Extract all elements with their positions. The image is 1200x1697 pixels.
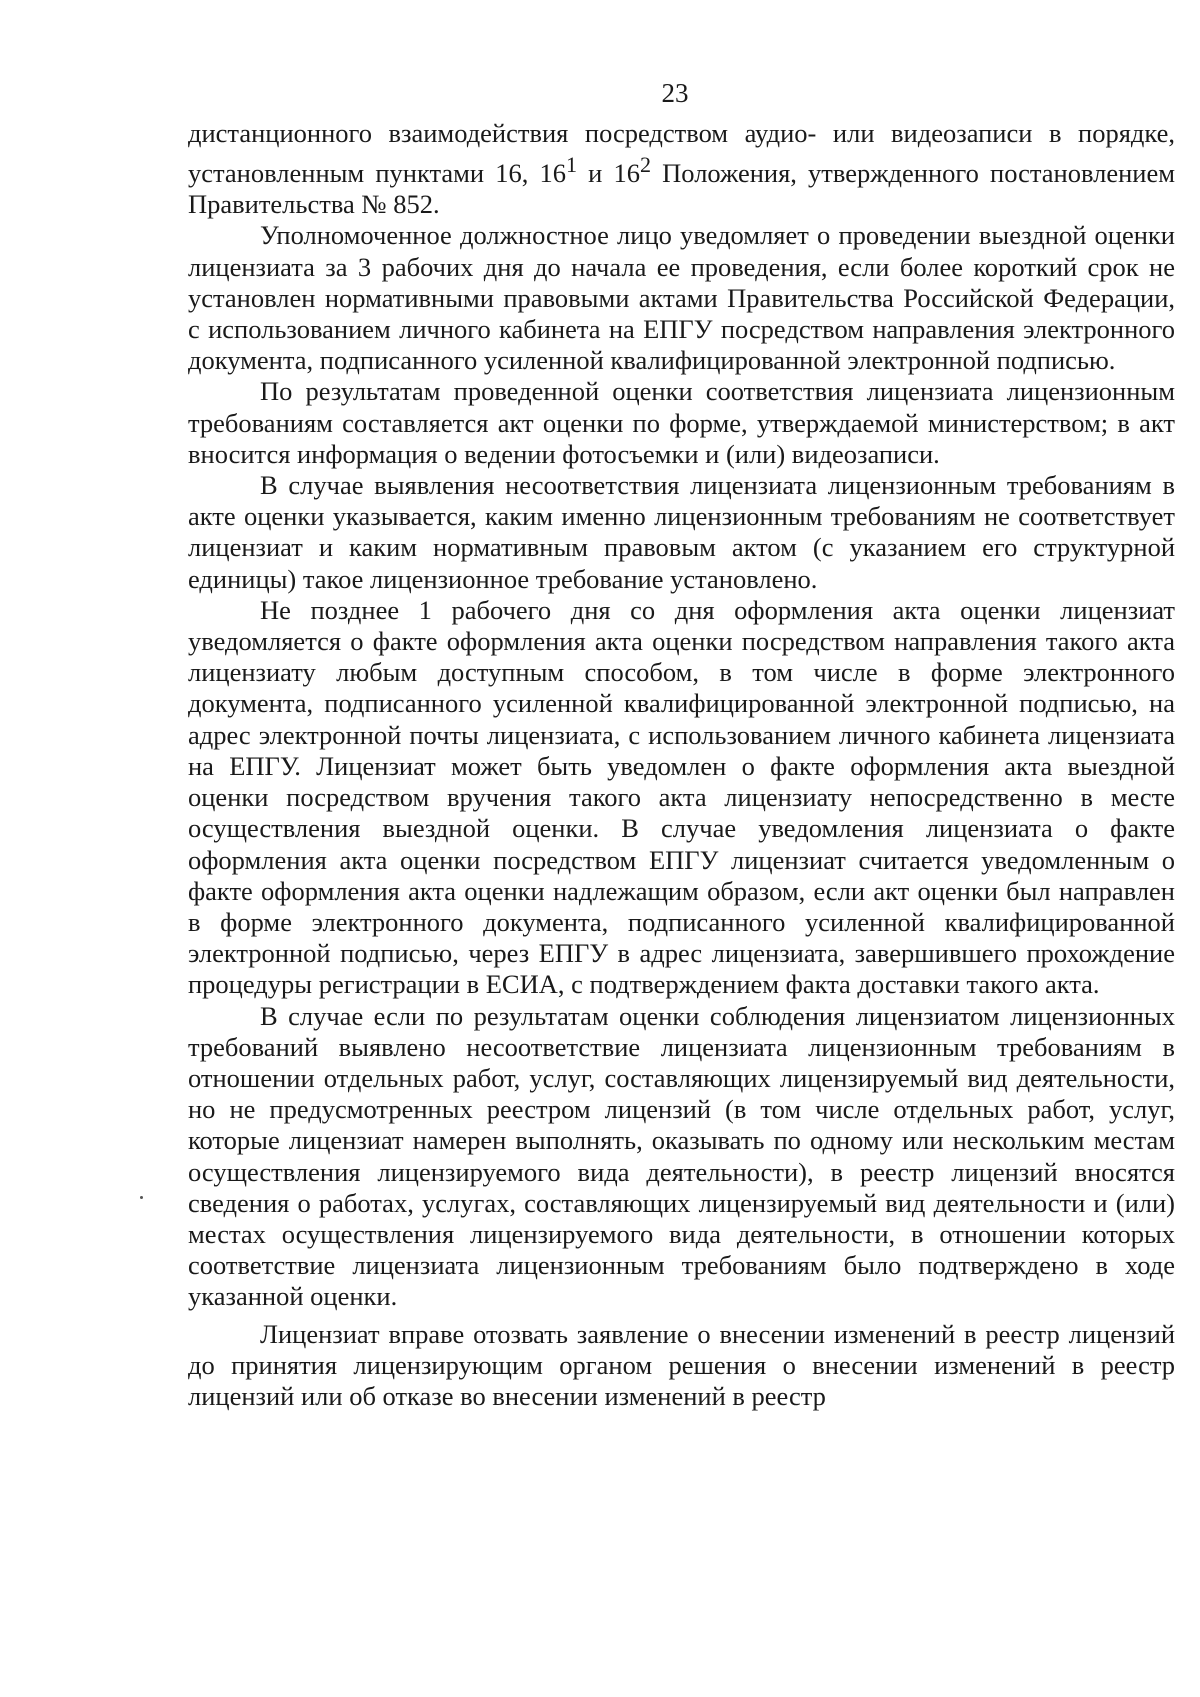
paragraph-text: Положения, утвержденного постановлением Правительства № 852. — [188, 158, 1176, 220]
page-number: 23 — [661, 78, 689, 108]
paragraph: Лицензиат вправе отозвать заявление о внесении изменений в реестр лицензий до принятия лицензирующим органом решения о внесении изменений в реестр лицензий или об отказе во внесении изменений в реестр — [188, 1318, 1175, 1411]
paragraph: Не позднее 1 рабочего дня со дня оформления акта оценки лицензиат уведомляется о факте оформления акта оценки посредством направления такого акта лицензиату любым доступным способом, в том числе в форме электронного документа, подписанного усиленной квалифицированной электронной подписью, на адрес электронной почты лицензиата, с использованием личного кабинета лицензиата на ЕПГУ. Лицензиат может быть уведомлен о факте оформления акта выездной оценки посредством вручения такого акта лицензиату непосредственно в месте осуществления выездной оценки. В случае уведомления лицензиата о факте оформления акта оценки посредством ЕПГУ лицензиат считается уведомленным о факте оформления акта оценки надлежащим образом, если акт оценки был направлен в форме электронного документа, подписанного усиленной квалифицированной электронной подписью, через ЕПГУ в адрес лицензиата, завершившего прохождение процедуры регистрации в ЕСИА, с подтверждением факта доставки такого акта. — [188, 594, 1175, 1000]
paragraph-text: дистанционного взаимодействия посредством аудио- или видеозаписи в порядке, установленным пунктами 16, 16 — [188, 118, 1175, 189]
superscript: 2 — [639, 152, 652, 178]
paragraph: Уполномоченное должностное лицо уведомляет о проведении выездной оценки лицензиата за 3 рабочих дня до начала ее проведения, если более короткий срок не установлен нормативными правовыми актами Правительства Российской Федерации, с использованием личного кабинета на ЕПГУ посредством направления электронного документа, подписанного усиленной квалифицированной электронной подписью. — [188, 220, 1175, 376]
scan-speck — [140, 1196, 143, 1199]
paragraph: В случае если по результатам оценки соблюдения лицензиатом лицензионных требований выявлено несоответствие лицензиата лицензионным требованиям в отношении отдельных работ, услуг, составляющих лицензируемый вид деятельности, но не предусмотренных реестром лицензий (в том числе отдельных работ, услуг, которые лицензиат намерен выполнять, оказывать по одному или нескольким местам осуществления лицензируемого вида деятельности), в реестр лицензий вносятся сведения о работах, услугах, составляющих лицензируемый вид деятельности и (или) местах осуществления лицензируемого вида деятельности, в отношении которых соответствие лицензиата лицензионным требованиям было подтверждено в ходе указанной оценки. — [188, 1000, 1175, 1312]
paragraph: В случае выявления несоответствия лицензиата лицензионным требованиям в акте оценки указывается, каким именно лицензионным требованиям не соответствует лицензиат и каким нормативным правовым актом (с указанием его структурной единицы) такое лицензионное требование установлено. — [188, 470, 1175, 594]
paragraph-continuation — [188, 118, 1175, 220]
superscript: 1 — [565, 152, 578, 178]
document-body — [188, 118, 1175, 1412]
paragraph: По результатам проведенной оценки соответствия лицензиата лицензионным требованиям составляется акт оценки по форме, утверждаемой министерством; в акт вносится информация о ведении фотосъемки и (или) видеозаписи. — [188, 376, 1175, 469]
paragraph-text: и 16 — [577, 158, 640, 189]
